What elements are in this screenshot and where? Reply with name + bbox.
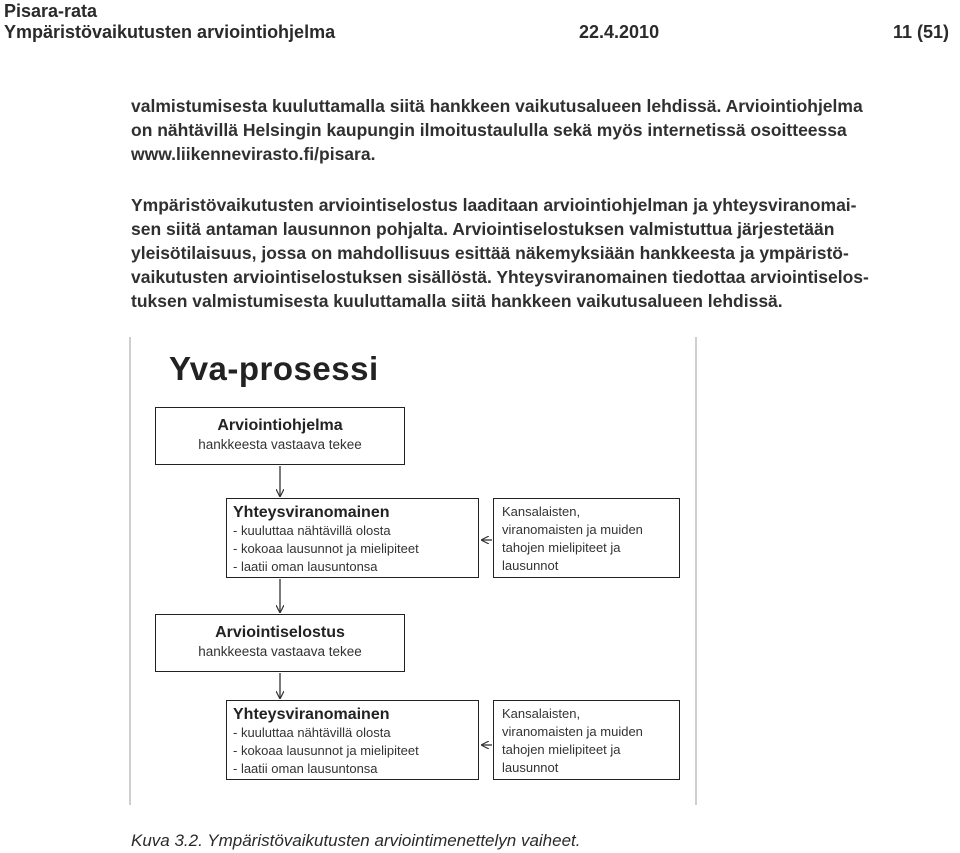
paragraph-line: vaikutusten arviointiselostuksen sisällöstä. Yhteysviranomainen tiedottaa arviointiselos- bbox=[131, 267, 869, 287]
box-subtitle: hankkeesta vastaava tekee bbox=[198, 644, 362, 659]
box-kansalaisten-2 bbox=[493, 700, 680, 780]
box-list-item: - laatii oman lausuntonsa bbox=[233, 761, 378, 776]
box-arviointiohjelma bbox=[155, 407, 405, 465]
box-list-item: - laatii oman lausuntonsa bbox=[233, 559, 378, 574]
paragraph-line: tuksen valmistumisesta kuuluttamalla siitä hankkeen vaikutusalueen lehdissä. bbox=[131, 291, 783, 311]
box-subtitle: hankkeesta vastaava tekee bbox=[198, 437, 362, 452]
side-line: Kansalaisten, bbox=[502, 504, 581, 519]
side-line: lausunnot bbox=[502, 558, 559, 573]
box-list-item: - kokoaa lausunnot ja mielipiteet bbox=[233, 743, 419, 758]
side-line: tahojen mielipiteet ja bbox=[502, 742, 621, 757]
box-list-item: - kuuluttaa nähtävillä olosta bbox=[233, 725, 391, 740]
paragraph-line: www.liikennevirasto.fi/pisara. bbox=[131, 144, 376, 164]
paragraph-line: Ympäristövaikutusten arviointiselostus laaditaan arviointiohjelman ja yhteysviranomai- bbox=[131, 195, 857, 215]
paragraph-line: valmistumisesta kuuluttamalla siitä hankkeen vaikutusalueen lehdissä. Arviointiohjelma bbox=[131, 96, 863, 116]
box-title: Yhteysviranomainen bbox=[233, 504, 390, 521]
box-list-item: - kuuluttaa nähtävillä olosta bbox=[233, 523, 391, 538]
paragraph-line: yleisötilaisuus, jossa on mahdollisuus esittää näkemyksiään hankkeesta ja ympäristö- bbox=[131, 243, 849, 263]
box-arviointiselostus bbox=[155, 614, 405, 672]
side-line: viranomaisten ja muiden bbox=[502, 724, 643, 739]
box-list-item: - kokoaa lausunnot ja mielipiteet bbox=[233, 541, 419, 556]
box-title: Arviointiohjelma bbox=[217, 417, 343, 434]
page-number: 11 (51) bbox=[893, 22, 950, 42]
document-title: Pisara-rata bbox=[4, 1, 98, 21]
document-subtitle: Ympäristövaikutusten arviointiohjelma bbox=[4, 22, 336, 42]
side-line: viranomaisten ja muiden bbox=[502, 522, 643, 537]
paragraph-line: on nähtävillä Helsingin kaupungin ilmoitustaululla sekä myös internetissä osoitteessa bbox=[131, 120, 847, 140]
diagram-title: Yva-prosessi bbox=[169, 350, 379, 387]
box-title: Yhteysviranomainen bbox=[233, 706, 390, 723]
box-yhteysviranomainen-1 bbox=[226, 498, 479, 578]
box-yhteysviranomainen-2 bbox=[226, 700, 479, 780]
side-line: Kansalaisten, bbox=[502, 706, 581, 721]
paragraph-line: sen siitä antaman lausunnon pohjalta. Arviointiselostuksen valmistuttua järjestetään bbox=[131, 219, 835, 239]
box-title: Arviointiselostus bbox=[215, 624, 345, 641]
box-kansalaisten-1 bbox=[493, 498, 680, 578]
figure-caption: Kuva 3.2. Ympäristövaikutusten arviointimenettelyn vaiheet. bbox=[131, 831, 581, 850]
document-date: 22.4.2010 bbox=[579, 22, 660, 42]
side-line: tahojen mielipiteet ja bbox=[502, 540, 621, 555]
side-line: lausunnot bbox=[502, 760, 559, 775]
